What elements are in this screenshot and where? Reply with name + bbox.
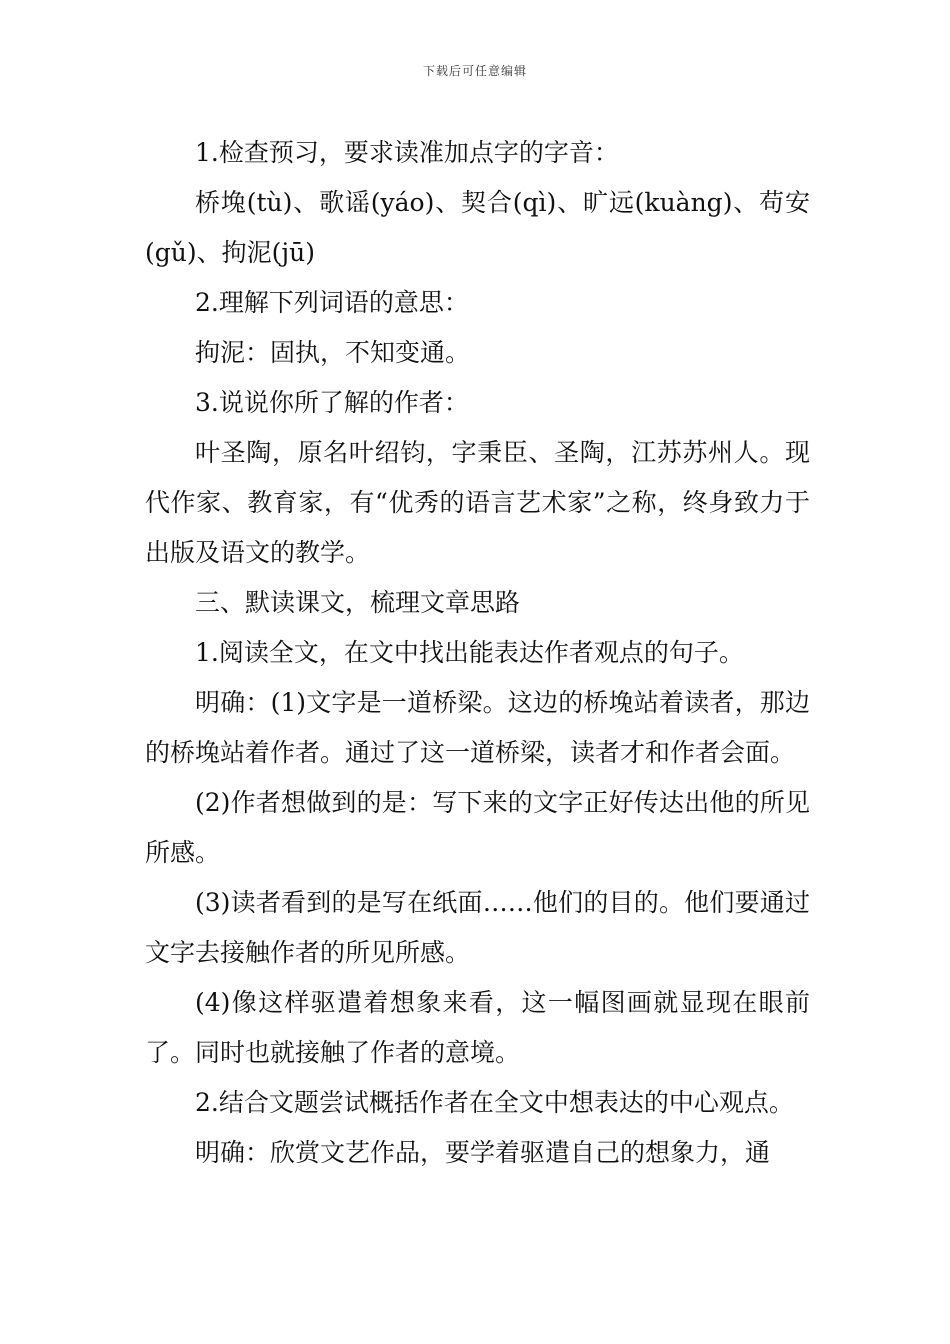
section-heading: 三、默读课文，梳理文章思路 (195, 588, 521, 617)
paragraph: 明确：欣赏文艺作品，要学着驱遣自己的想象力，通 (195, 1138, 771, 1167)
paragraph: (4)像这样驱遣着想象来看，这一幅图画就显现在眼前了。同时也就接触了作者的意境。 (145, 988, 810, 1067)
paragraph: 1.检查预习，要求读准加点字的字音： (195, 138, 619, 167)
paragraph: 2.理解下列词语的意思： (195, 288, 469, 317)
page-header: 下载后可任意编辑 (422, 64, 527, 78)
paragraph: 2.结合文题尝试概括作者在全文中想表达的中心观点。 (195, 1088, 794, 1117)
document-body (145, 128, 810, 1178)
paragraph: 叶圣陶，原名叶绍钧，字秉臣、圣陶，江苏苏州人。现代作家、教育家，有“优秀的语言艺术家”之称，终身致力于出版及语文的教学。 (145, 438, 810, 567)
paragraph: (2)作者想做到的是：写下来的文字正好传达出他的所见所感。 (145, 788, 810, 867)
paragraph: 桥堍(tù)、歌谣(yáo)、契合(qì)、旷远(kuàng)、苟安(gǔ)、拘泥(jū) (145, 188, 810, 267)
paragraph: (3)读者看到的是写在纸面……他们的目的。他们要通过文字去接触作者的所见所感。 (145, 888, 810, 967)
paragraph: 1.阅读全文，在文中找出能表达作者观点的句子。 (195, 638, 744, 667)
paragraph: 拘泥：固执，不知变通。 (195, 338, 471, 367)
paragraph: 3.说说你所了解的作者： (195, 388, 469, 417)
paragraph: 明确：(1)文字是一道桥梁。这边的桥堍站着读者，那边的桥堍站着作者。通过了这一道桥梁，读者才和作者会面。 (145, 688, 810, 767)
